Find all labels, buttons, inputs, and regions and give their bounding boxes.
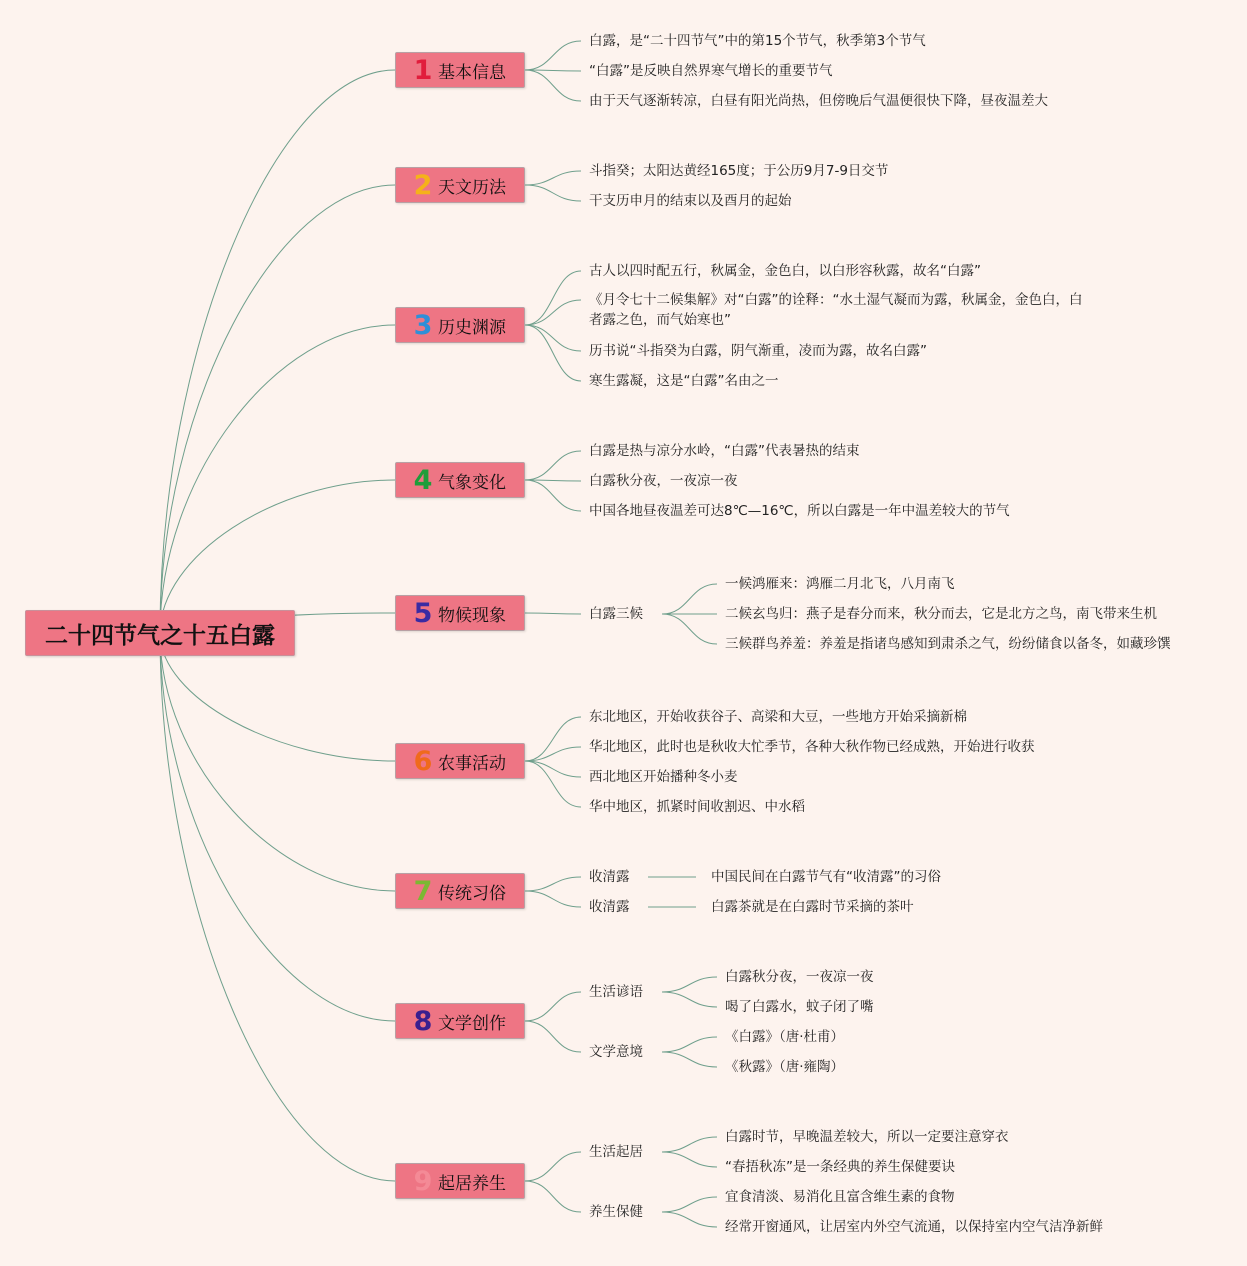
subtopic-link bbox=[525, 877, 581, 891]
branch-number: 3 bbox=[413, 309, 433, 341]
leaf-link bbox=[525, 41, 581, 70]
leaf-item[interactable]: “白露”是反映自然界寒气增长的重要节气 bbox=[589, 63, 833, 79]
leaf-item[interactable]: 中国各地昼夜温差可达8℃—16℃，所以白露是一年中温差较大的节气 bbox=[589, 503, 1010, 519]
branch-node-9[interactable] bbox=[395, 1163, 525, 1199]
branch-node-7[interactable] bbox=[395, 873, 525, 909]
root-link-8 bbox=[160, 633, 395, 1021]
branch-label: 物候现象 bbox=[438, 605, 506, 626]
leaf-link bbox=[525, 761, 581, 807]
leaf-link bbox=[525, 480, 581, 511]
branch-number: 6 bbox=[413, 745, 433, 777]
branch-label: 传统习俗 bbox=[438, 883, 506, 904]
sub-topic[interactable]: 白露三候 bbox=[589, 606, 643, 622]
leaf-item[interactable]: 三候群鸟养羞：养羞是指诸鸟感知到肃杀之气，纷纷储食以备冬，如藏珍馔 bbox=[725, 636, 1171, 652]
root-link-7 bbox=[160, 633, 395, 891]
root-link-1 bbox=[160, 70, 395, 633]
leaf-item[interactable]: 白露时节，早晚温差较大，所以一定要注意穿衣 bbox=[725, 1129, 1009, 1145]
leaf-link bbox=[662, 1137, 717, 1152]
leaf-item[interactable]: 《白露》（唐·杜甫） bbox=[725, 1029, 845, 1045]
leaf-link bbox=[525, 70, 581, 101]
leaf-link bbox=[662, 1052, 717, 1067]
leaf-link bbox=[662, 584, 717, 614]
branch-number: 9 bbox=[413, 1165, 433, 1197]
leaf-item[interactable]: 西北地区开始播种冬小麦 bbox=[589, 769, 738, 785]
leaf-link bbox=[525, 761, 581, 777]
branch-number: 4 bbox=[413, 464, 433, 496]
root-link-9 bbox=[160, 633, 395, 1181]
branch-label: 天文历法 bbox=[438, 177, 506, 198]
branch-node-8[interactable] bbox=[395, 1003, 525, 1039]
sub-topic[interactable]: 生活谚语 bbox=[589, 984, 643, 1000]
leaf-link bbox=[662, 1037, 717, 1052]
leaf-item[interactable]: 宜食清淡、易消化且富含维生素的食物 bbox=[725, 1189, 955, 1205]
leaf-item[interactable]: 喝了白露水，蚊子闭了嘴 bbox=[725, 999, 874, 1015]
leaf-item[interactable]: 华中地区，抓紧时间收割迟、中水稻 bbox=[589, 799, 805, 815]
leaf-link bbox=[525, 300, 581, 325]
branch-node-1[interactable] bbox=[395, 52, 525, 88]
leaf-item[interactable]: 《月令七十二候集解》对“白露”的诠释：“水土湿气凝而为露，秋属金，金色白，白者露之色，而气始寒也” bbox=[589, 292, 1083, 328]
leaf-link bbox=[525, 451, 581, 480]
branch-node-6[interactable] bbox=[395, 743, 525, 779]
leaf-link bbox=[662, 1152, 717, 1167]
leaf-item[interactable]: 华北地区，此时也是秋收大忙季节，各种大秋作物已经成熟，开始进行收获 bbox=[589, 739, 1035, 755]
leaf-item[interactable]: 由于天气逐渐转凉，白昼有阳光尚热，但傍晚后气温便很快下降，昼夜温差大 bbox=[589, 93, 1048, 109]
root-link-3 bbox=[160, 325, 395, 633]
root-node[interactable]: 二十四节气之十五白露 bbox=[25, 610, 295, 656]
leaf-item[interactable]: 经常开窗通风，让居室内外空气流通，以保持室内空气洁净新鲜 bbox=[725, 1219, 1103, 1235]
branch-node-4[interactable] bbox=[395, 462, 525, 498]
branch-number: 2 bbox=[413, 169, 433, 201]
branch-node-5[interactable] bbox=[395, 595, 525, 631]
branch-number: 8 bbox=[413, 1005, 433, 1037]
leaf-link bbox=[662, 1212, 717, 1227]
leaf-link bbox=[525, 185, 581, 201]
sub-topic[interactable]: 收清露 bbox=[589, 869, 630, 885]
leaf-item[interactable]: 白露秋分夜，一夜凉一夜 bbox=[589, 473, 738, 489]
subtopic-link bbox=[525, 1181, 581, 1212]
leaf-link bbox=[662, 1197, 717, 1212]
subtopic-link bbox=[525, 1152, 581, 1181]
branch-number: 5 bbox=[413, 597, 433, 629]
leaf-item[interactable]: 历书说“斗指癸为白露，阴气渐重，凌而为露，故名白露” bbox=[589, 343, 927, 359]
subtopic-link bbox=[525, 1021, 581, 1052]
leaf-item[interactable]: 古人以四时配五行，秋属金，金色白，以白形容秋露，故名“白露” bbox=[589, 263, 981, 279]
leaf-link bbox=[662, 992, 717, 1007]
leaf-link bbox=[662, 614, 717, 644]
leaf-link bbox=[525, 271, 581, 325]
subtopic-link bbox=[525, 613, 581, 614]
sub-topic[interactable]: 收清露 bbox=[589, 899, 630, 915]
branch-number: 1 bbox=[413, 54, 433, 86]
branch-label: 起居养生 bbox=[438, 1173, 506, 1194]
leaf-item[interactable]: 斗指癸；太阳达黄经165度；于公历9月7-9日交节 bbox=[589, 163, 889, 179]
branch-label: 农事活动 bbox=[438, 753, 506, 774]
branch-label: 文学创作 bbox=[438, 1013, 506, 1034]
leaf-link bbox=[525, 171, 581, 185]
branch-label: 历史渊源 bbox=[438, 317, 506, 338]
sub-topic[interactable]: 生活起居 bbox=[589, 1144, 643, 1160]
branch-node-3[interactable] bbox=[395, 307, 525, 343]
branch-label: 气象变化 bbox=[438, 472, 506, 493]
leaf-item[interactable]: 中国民间在白露节气有“收清露”的习俗 bbox=[711, 869, 941, 885]
branch-node-2[interactable] bbox=[395, 167, 525, 203]
leaf-item[interactable]: 白露是热与凉分水岭，“白露”代表暑热的结束 bbox=[589, 443, 860, 459]
leaf-item[interactable]: “春捂秋冻”是一条经典的养生保健要诀 bbox=[725, 1159, 955, 1175]
leaf-item[interactable]: 《秋露》（唐·雍陶） bbox=[725, 1059, 845, 1075]
branch-number: 7 bbox=[413, 875, 433, 907]
leaf-item[interactable]: 白露，是“二十四节气”中的第15个节气，秋季第3个节气 bbox=[589, 33, 926, 49]
subtopic-link bbox=[525, 891, 581, 907]
leaf-item[interactable]: 东北地区，开始收获谷子、高梁和大豆，一些地方开始采摘新棉 bbox=[589, 709, 967, 725]
root-link-2 bbox=[160, 185, 395, 633]
leaf-link bbox=[525, 747, 581, 761]
sub-topic[interactable]: 养生保健 bbox=[589, 1204, 643, 1220]
leaf-link bbox=[662, 977, 717, 992]
subtopic-link bbox=[525, 992, 581, 1021]
leaf-item[interactable]: 一候鸿雁来：鸿雁二月北飞，八月南飞 bbox=[725, 576, 955, 592]
leaf-link bbox=[525, 325, 581, 381]
sub-topic[interactable]: 文学意境 bbox=[589, 1044, 643, 1060]
leaf-item[interactable]: 白露茶就是在白露时节采摘的茶叶 bbox=[711, 899, 914, 915]
leaf-item[interactable]: 白露秋分夜，一夜凉一夜 bbox=[725, 969, 874, 985]
leaf-item[interactable]: 干支历申月的结束以及酉月的起始 bbox=[589, 193, 792, 209]
branch-label: 基本信息 bbox=[438, 62, 506, 83]
leaf-item[interactable]: 二候玄鸟归：燕子是春分而来，秋分而去，它是北方之鸟，南飞带来生机 bbox=[725, 606, 1157, 622]
leaf-link bbox=[525, 325, 581, 351]
leaf-item[interactable]: 寒生露凝，这是“白露”名由之一 bbox=[589, 373, 779, 389]
